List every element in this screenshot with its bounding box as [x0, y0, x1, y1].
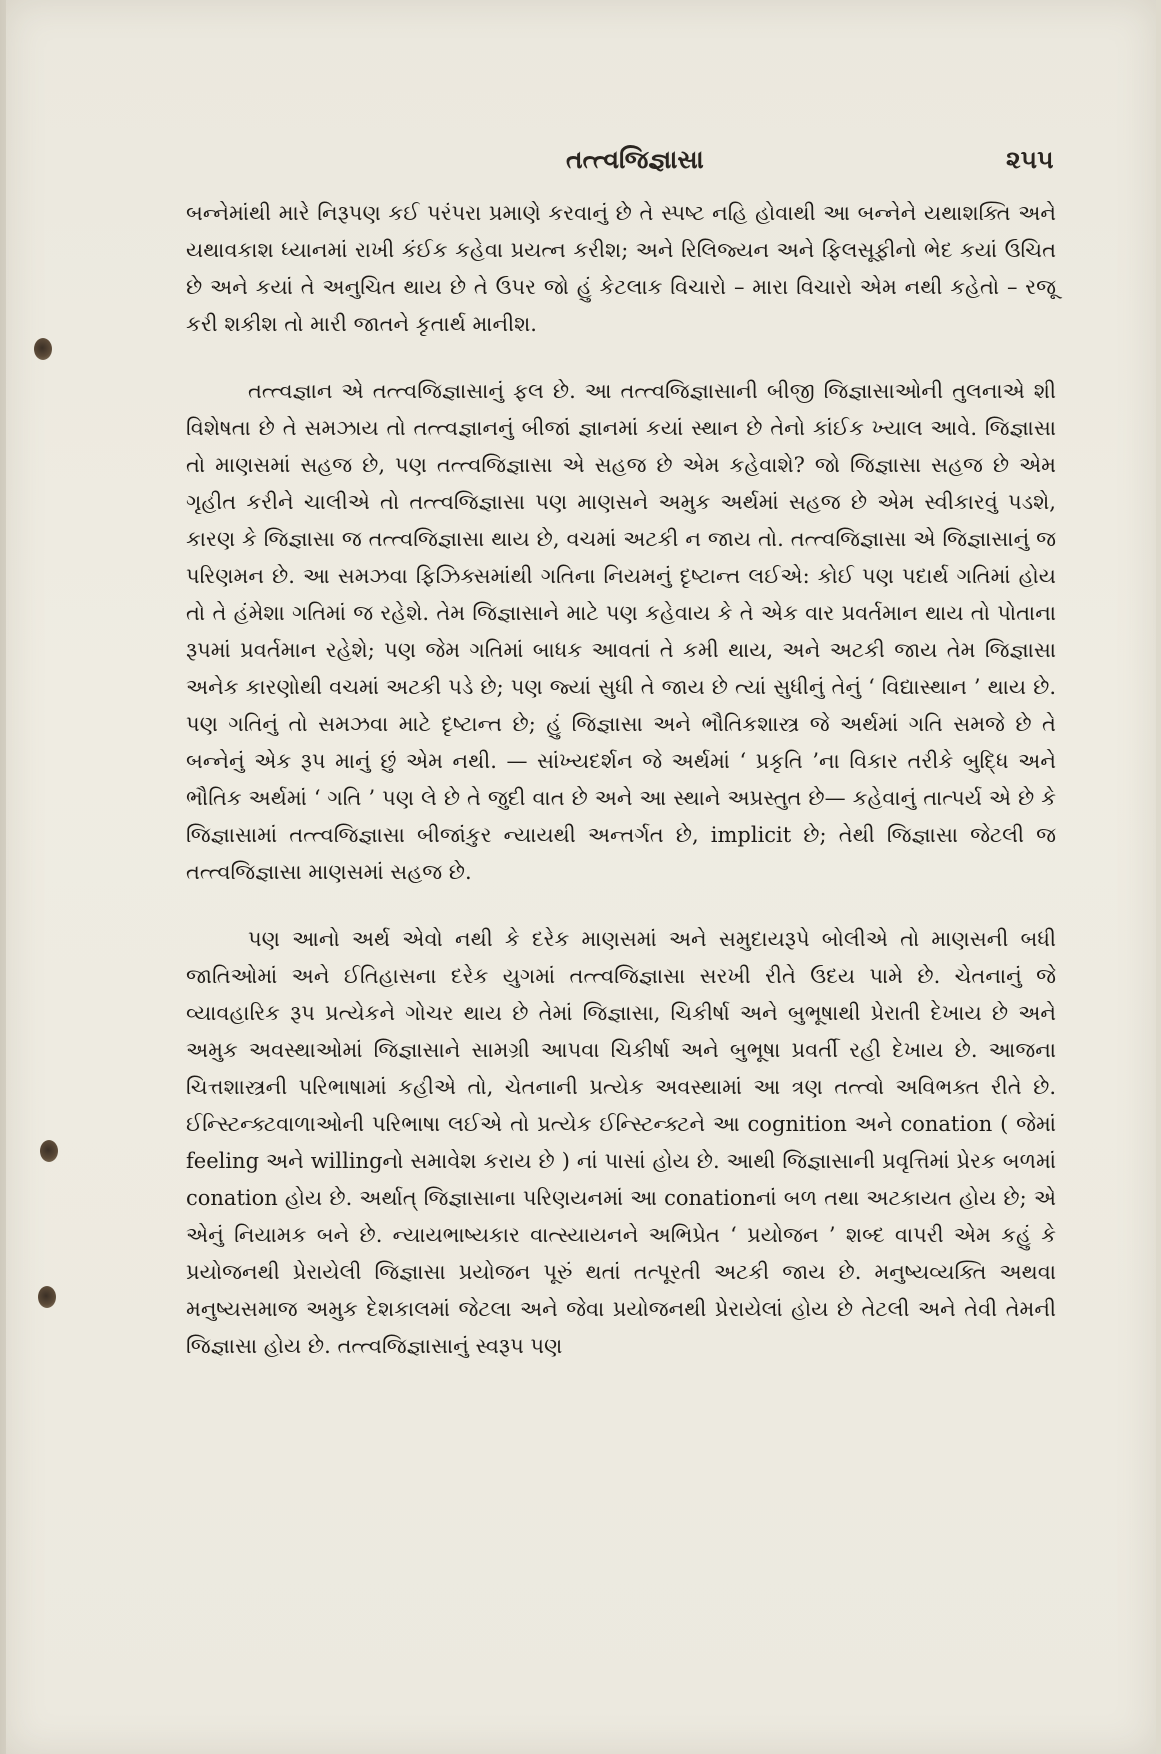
punch-hole-mark	[34, 338, 52, 360]
page-number: ૨૫૫	[1006, 145, 1054, 174]
punch-hole-mark	[38, 1286, 56, 1308]
paragraph: પણ આનો અર્થ એવો નથી કે દરેક માણસમાં અને સમુદાયરૂપે બોલીએ તો માણસની બધી જાતિઓમાં અને ઈતિહાસના દરેક યુગમાં તત્ત્વજિજ્ઞાસા સરખી રીતે ઉદય પામે છે. ચેતનાનું જે વ્યાવહારિક રૂપ પ્રત્યેકને ગોચર થાય છે તેમાં જિજ્ઞાસા, ચિકીર્ષા અને બુભૂષાથી પ્રેરાતી દેખાય છે અને અમુક અવસ્થાઓમાં જિજ્ઞાસાને સામગ્રી આપવા ચિકીર્ષા અને બુભૂષા પ્રવર્તી રહી દેખાય છે. આજના ચિત્તશાસ્ત્રની પરિભાષામાં કહીએ તો, ચેતનાની પ્રત્યેક અવસ્થામાં આ ત્રણ તત્ત્વો અવિભક્ત રીતે છે. ઈન્સ્ટિન્ક્ટવાળાઓની પરિભાષા લઈએ તો પ્રત્યેક ઈન્સ્ટિન્ક્ટને આ cognition અને conation ( જેમાં feeling અને willingનો સમાવેશ કરાય છે ) નાં પાસાં હોય છે. આથી જિજ્ઞાસાની પ્રવૃત્તિમાં પ્રેરક બળમાં conation હોય છે. અર્થાત્ જિજ્ઞાસાના પરિણયનમાં આ conationનાં બળ તથા અટકાયત હોય છે; એ એનું નિયામક બને છે. ન્યાયભાષ્યકાર વાત્સ્યાયનને અભિપ્રેત ‘ પ્રયોજન ’ શબ્દ વાપરી એમ કહું કે પ્રયોજનથી પ્રેરાયેલી જિજ્ઞાસા પ્રયોજન પૂરું થતાં તત્પૂરતી અટકી જાય છે. મનુષ્યવ્યક્તિ અથવા મનુષ્યસમાજ અમુક દેશકાલમાં જેટલા અને જેવા પ્રયોજનથી પ્રેરાયેલાં હોય છે તેટલી અને તેવી તેમની જિજ્ઞાસા હોય છે. તત્ત્વજિજ્ઞાસાનું સ્વરૂપ પણ	[186, 927, 1056, 1358]
paragraph: તત્ત્વજ્ઞાન એ તત્ત્વજિજ્ઞાસાનું ફલ છે. આ તત્ત્વજિજ્ઞાસાની બીજી જિજ્ઞાસાઓની તુલનાએ શી વિશેષતા છે તે સમઝાય તો તત્ત્વજ્ઞાનનું બીજાં જ્ઞાનમાં કયાં સ્થાન છે તેનો કાંઈક ખ્યાલ આવે. જિજ્ઞાસા તો માણસમાં સહજ છે, પણ તત્ત્વજિજ્ઞાસા એ સહજ છે એમ કહેવાશે? જો જિજ્ઞાસા સહજ છે એમ ગૃહીત કરીને ચાલીએ તો તત્ત્વજિજ્ઞાસા પણ માણસને અમુક અર્થમાં સહજ છે એમ સ્વીકારવું પડશે, કારણ કે જિજ્ઞાસા જ તત્ત્વજિજ્ઞાસા થાય છે, વચમાં અટકી ન જાય તો. તત્ત્વજિજ્ઞાસા એ જિજ્ઞાસાનું જ પરિણમન છે. આ સમઝવા ફિઝિક્સમાંથી ગતિના નિયમનું દૃષ્ટાન્ત લઈએ: કોઈ પણ પદાર્થ ગતિમાં હોય તો તે હંમેશા ગતિમાં જ રહેશે. તેમ જિજ્ઞાસાને માટે પણ કહેવાય કે તે એક વાર પ્રવર્તમાન થાય તો પોતાના રૂપમાં પ્રવર્તમાન રહેશે; પણ જેમ ગતિમાં બાધક આવતાં તે કમી થાય, અને અટકી જાય તેમ જિજ્ઞાસા અનેક કારણોથી વચમાં અટકી પડે છે; પણ જ્યાં સુધી તે જાય છે ત્યાં સુધીનું તેનું ‘ વિદ્યાસ્થાન ’ થાય છે. પણ ગતિનું તો સમઝવા માટે દૃષ્ટાન્ત છે; હું જિજ્ઞાસા અને ભૌતિકશાસ્ત્ર જે અર્થમાં ગતિ સમજે છે તે બન્નેનું એક રૂપ માનું છું એમ નથી. — સાંખ્યદર્શન જે અર્થમાં ‘ પ્રકૃતિ ’ના વિકાર તરીકે બુદ્ધિ અને ભૌતિક અર્થમાં ‘ ગતિ ’ પણ લે છે તે જુદી વાત છે અને આ સ્થાને અપ્રસ્તુત છે— કહેવાનું તાત્પર્ય એ છે કે જિજ્ઞાસામાં તત્ત્વજિજ્ઞાસા બીજાંકુર ન્યાયથી અન્તર્ગત છે, implicit છે; તેથી જિજ્ઞાસા જેટલી જ તત્ત્વજિજ્ઞાસા માણસમાં સહજ છે.	[186, 379, 1056, 884]
running-header	[6, 145, 1156, 185]
punch-hole-mark	[40, 1140, 58, 1162]
paragraph: બન્નેમાંથી મારે નિરૂપણ કઈ પરંપરા પ્રમાણે કરવાનું છે તે સ્પષ્ટ નહિ હોવાથી આ બન્નેને યથાશક્તિ અને યથાવકાશ ધ્યાનમાં રાખી કંઈક કહેવા પ્રયત્ન કરીશ; અને રિલિજ્યન અને ફિલસૂફીનો ભેદ કયાં ઉચિત છે અને કયાં તે અનુચિત થાય છે તે ઉપર જો હું કેટલાક વિચારો – મારા વિચારો એમ નથી કહેતો – રજૂ કરી શકીશ તો મારી જાતને કૃતાર્થ માનીશ.	[186, 201, 1056, 336]
body-text	[186, 195, 1056, 1395]
book-page	[6, 0, 1156, 1754]
running-title: તત્ત્વજિજ્ઞાસા	[566, 145, 704, 174]
